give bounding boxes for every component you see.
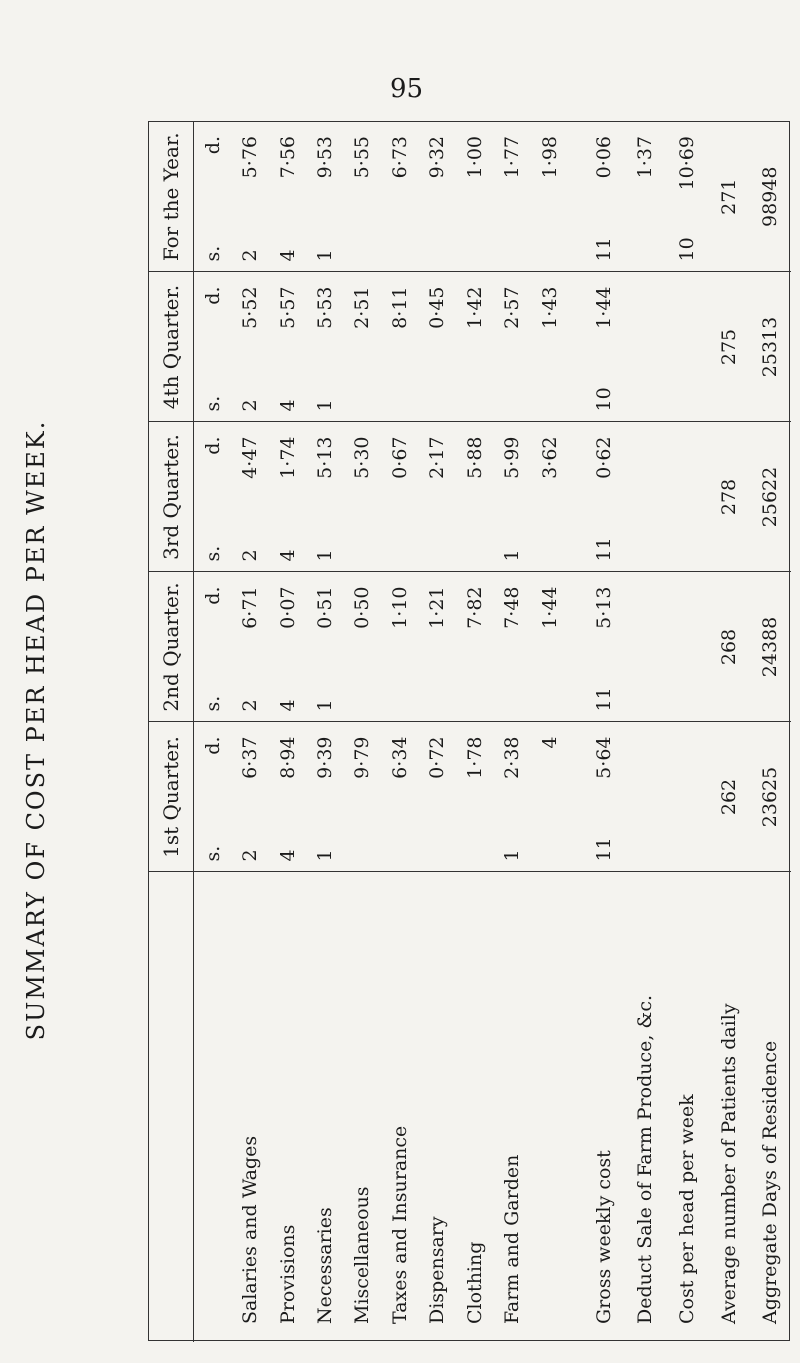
spacer-row	[568, 122, 583, 1342]
side-title: SUMMARY OF COST PER HEAD PER WEEK.	[22, 419, 50, 1041]
table-body	[194, 122, 792, 1342]
shillings-value: 2	[239, 849, 262, 862]
header-q4: 4th Quarter.	[149, 272, 194, 422]
value-cell	[583, 272, 625, 422]
shillings-value: 4	[276, 399, 299, 412]
row-label	[494, 872, 531, 1342]
value-cell	[666, 122, 708, 272]
value-cell: 268	[708, 572, 750, 722]
value-cell	[625, 722, 667, 872]
table-row	[494, 122, 531, 1342]
pence-value: 1·98	[538, 136, 561, 179]
value-cell	[494, 422, 531, 572]
table-row	[456, 122, 493, 1342]
value-cell: 25622	[749, 422, 791, 572]
value-cell: 98948	[749, 122, 791, 272]
shillings-value: 1	[501, 849, 524, 862]
value-cell	[231, 722, 268, 872]
shillings-value: 4	[276, 849, 299, 862]
pence-value: 5·13	[592, 586, 615, 629]
value-cell	[625, 272, 667, 422]
row-label-text: Provisions	[276, 1224, 299, 1324]
shillings-value: 11	[592, 537, 615, 562]
value-cell	[419, 722, 456, 872]
shillings-value: 11	[592, 237, 615, 262]
unit-cell	[194, 422, 232, 572]
pence-value: 7·56	[276, 136, 299, 179]
pence-value: 10·69	[675, 136, 698, 191]
value-cell	[666, 422, 708, 572]
value-cell	[231, 572, 268, 722]
row-label-text: Deduct Sale of Farm Produce, &c.	[634, 994, 657, 1324]
value-cell	[269, 272, 306, 422]
row-label	[583, 872, 625, 1342]
table-row	[344, 122, 381, 1342]
value-cell	[456, 572, 493, 722]
unit-d: d.	[201, 736, 224, 755]
table-row	[231, 122, 268, 1342]
table-row	[419, 122, 456, 1342]
unit-label-spacer	[194, 872, 232, 1342]
value-cell	[625, 572, 667, 722]
unit-cell	[194, 272, 232, 422]
shillings-value: 1	[314, 399, 337, 412]
pence-value: 2·57	[501, 286, 524, 329]
unit-d: d.	[201, 586, 224, 605]
shillings-value: 1	[314, 249, 337, 262]
value-cell	[419, 272, 456, 422]
row-label	[344, 872, 381, 1342]
pence-value: 1·42	[463, 286, 486, 329]
row-label-text: Clothing	[463, 1241, 486, 1324]
row-label	[749, 872, 791, 1342]
shillings-value: 1	[314, 849, 337, 862]
row-label-text: Salaries and Wages	[239, 1135, 262, 1324]
value-cell	[583, 572, 625, 722]
gross-row	[583, 122, 625, 1342]
value-cell	[381, 422, 418, 572]
unit-s: s.	[201, 245, 224, 262]
pence-value: 1·37	[634, 136, 657, 179]
value-cell	[269, 422, 306, 572]
value-cell	[531, 572, 568, 722]
shillings-value: 10	[592, 387, 615, 412]
row-label	[419, 872, 456, 1342]
value-cell	[306, 722, 343, 872]
value-cell	[583, 422, 625, 572]
unit-s: s.	[201, 845, 224, 862]
value-cell	[456, 122, 493, 272]
value-cell: 262	[708, 722, 750, 872]
pence-value: 0·67	[388, 436, 411, 479]
value-cell	[531, 272, 568, 422]
value-cell	[344, 122, 381, 272]
pence-value: 0·72	[426, 736, 449, 779]
shillings-value: 2	[239, 549, 262, 562]
value-cell	[381, 122, 418, 272]
unit-s: s.	[201, 545, 224, 562]
row-label-text: Taxes and Insurance	[388, 1125, 411, 1324]
value-cell	[494, 722, 531, 872]
row-label	[625, 872, 667, 1342]
pence-value: 7·82	[463, 586, 486, 629]
table-row	[306, 122, 343, 1342]
row-label	[381, 872, 418, 1342]
header-q3: 3rd Quarter.	[149, 422, 194, 572]
value-cell	[531, 422, 568, 572]
pence-value: 0·07	[276, 586, 299, 629]
shillings-value: 4	[276, 249, 299, 262]
value-cell	[381, 272, 418, 422]
shillings-value: 4	[276, 699, 299, 712]
table-row	[269, 122, 306, 1342]
pence-value: 1·74	[276, 436, 299, 479]
value-cell	[666, 722, 708, 872]
value-cell	[306, 422, 343, 572]
pence-value: 1·78	[463, 736, 486, 779]
row-label-text: Necessaries	[314, 1207, 337, 1324]
unit-cell	[194, 122, 232, 272]
value-cell	[625, 122, 667, 272]
value-cell	[344, 422, 381, 572]
value-cell	[269, 722, 306, 872]
value-cell	[583, 122, 625, 272]
value-cell	[419, 122, 456, 272]
value-cell	[231, 122, 268, 272]
value-cell	[494, 122, 531, 272]
pence-value: 6·73	[388, 136, 411, 179]
value-cell	[666, 572, 708, 722]
unit-row	[194, 122, 232, 1342]
shillings-value: 2	[239, 699, 262, 712]
pence-value: 5·76	[239, 136, 262, 179]
value-cell	[494, 572, 531, 722]
row-label	[666, 872, 708, 1342]
shillings-value: 1	[501, 549, 524, 562]
pence-value: 0·50	[351, 586, 374, 629]
value-cell	[419, 572, 456, 722]
value-cell	[381, 572, 418, 722]
pence-value: 1·00	[463, 136, 486, 179]
pence-value: 5·64	[592, 736, 615, 779]
value-cell	[344, 572, 381, 722]
pence-value: 2·51	[351, 286, 374, 329]
value-cell	[231, 422, 268, 572]
cost-row	[666, 122, 708, 1342]
shillings-value: 1	[314, 699, 337, 712]
value-cell	[456, 272, 493, 422]
pence-value: 0·45	[426, 286, 449, 329]
row-label-text: Average number of Patients daily	[717, 1003, 740, 1324]
shillings-value: 2	[239, 399, 262, 412]
header-label	[149, 872, 194, 1342]
pence-value: 5·52	[239, 286, 262, 329]
pence-value: 9·32	[426, 136, 449, 179]
shillings-value: 11	[592, 837, 615, 862]
pence-value: 3·62	[538, 436, 561, 479]
row-label-text: Farm and Garden	[501, 1154, 524, 1324]
value-cell	[381, 722, 418, 872]
shillings-value: 2	[239, 249, 262, 262]
summary-table	[149, 122, 791, 1342]
pence-value: 9·79	[351, 736, 374, 779]
pence-value: 0·62	[592, 436, 615, 479]
pence-value: 5·99	[501, 436, 524, 479]
value-cell	[494, 272, 531, 422]
value-cell: 24388	[749, 572, 791, 722]
value-cell	[531, 722, 568, 872]
value-cell	[419, 422, 456, 572]
pence-value: 9·39	[314, 736, 337, 779]
value-cell	[583, 722, 625, 872]
value-cell	[344, 722, 381, 872]
value-cell: 23625	[749, 722, 791, 872]
header-row	[149, 122, 194, 1342]
row-label-text: Cost per head per week	[675, 1094, 698, 1324]
shillings-value: 4	[276, 549, 299, 562]
value-cell	[269, 572, 306, 722]
row-label	[456, 872, 493, 1342]
value-cell	[344, 272, 381, 422]
value-cell	[456, 422, 493, 572]
unit-s: s.	[201, 395, 224, 412]
pence-value: 1·44	[538, 586, 561, 629]
shillings-value: 11	[592, 687, 615, 712]
row-label	[269, 872, 306, 1342]
row-label	[231, 872, 268, 1342]
row-label-text: Dispensary	[426, 1216, 449, 1324]
value-cell: 25313	[749, 272, 791, 422]
pence-value: 1·43	[538, 286, 561, 329]
pence-value: 9·53	[314, 136, 337, 179]
unit-s: s.	[201, 695, 224, 712]
header-year: For the Year.	[149, 122, 194, 272]
value-cell	[531, 122, 568, 272]
unit-cell	[194, 722, 232, 872]
shillings-value: 10	[675, 237, 698, 262]
pence-value: 6·37	[239, 736, 262, 779]
pence-value: 4·47	[239, 436, 262, 479]
value-cell	[306, 572, 343, 722]
unit-d: d.	[201, 286, 224, 305]
value-cell	[625, 422, 667, 572]
pence-value: 1·10	[388, 586, 411, 629]
summary-table-frame	[148, 121, 790, 1341]
row-label	[531, 872, 568, 1342]
header-q1: 1st Quarter.	[149, 722, 194, 872]
value-cell: 275	[708, 272, 750, 422]
value-cell	[306, 122, 343, 272]
pence-value: 0·51	[314, 586, 337, 629]
unit-d: d.	[201, 136, 224, 155]
pence-value: 6·71	[239, 586, 262, 629]
pence-value: 5·30	[351, 436, 374, 479]
row-label-text: Gross weekly cost	[592, 1150, 615, 1324]
pence-value: 1·44	[592, 286, 615, 329]
pence-value: 2·17	[426, 436, 449, 479]
pence-value: 8·11	[388, 286, 411, 329]
row-label-text: Miscellaneous	[351, 1186, 374, 1324]
pence-value: 2·38	[501, 736, 524, 779]
pence-value: 5·53	[314, 286, 337, 329]
page-number: 95	[390, 74, 424, 104]
pence-value: 6·34	[388, 736, 411, 779]
row-label	[708, 872, 750, 1342]
value-cell	[269, 122, 306, 272]
row-label	[306, 872, 343, 1342]
header-q2: 2nd Quarter.	[149, 572, 194, 722]
row-label-text: Aggregate Days of Residence	[759, 1040, 782, 1324]
pence-value: 4	[538, 736, 561, 749]
aggregate-row	[749, 122, 791, 1342]
unit-cell	[194, 572, 232, 722]
unit-d: d.	[201, 436, 224, 455]
table-row	[381, 122, 418, 1342]
shillings-value: 1	[314, 549, 337, 562]
pence-value: 7·48	[501, 586, 524, 629]
value-cell: 278	[708, 422, 750, 572]
deduct-row	[625, 122, 667, 1342]
value-cell	[666, 272, 708, 422]
pence-value: 8·94	[276, 736, 299, 779]
value-cell: 271	[708, 122, 750, 272]
value-cell	[456, 722, 493, 872]
pence-value: 5·55	[351, 136, 374, 179]
pence-value: 0·06	[592, 136, 615, 179]
value-cell	[306, 272, 343, 422]
pence-value: 1·77	[501, 136, 524, 179]
average-row	[708, 122, 750, 1342]
value-cell	[231, 272, 268, 422]
pence-value: 5·88	[463, 436, 486, 479]
table-row	[531, 122, 568, 1342]
pence-value: 5·13	[314, 436, 337, 479]
pence-value: 1·21	[426, 586, 449, 629]
pence-value: 5·57	[276, 286, 299, 329]
